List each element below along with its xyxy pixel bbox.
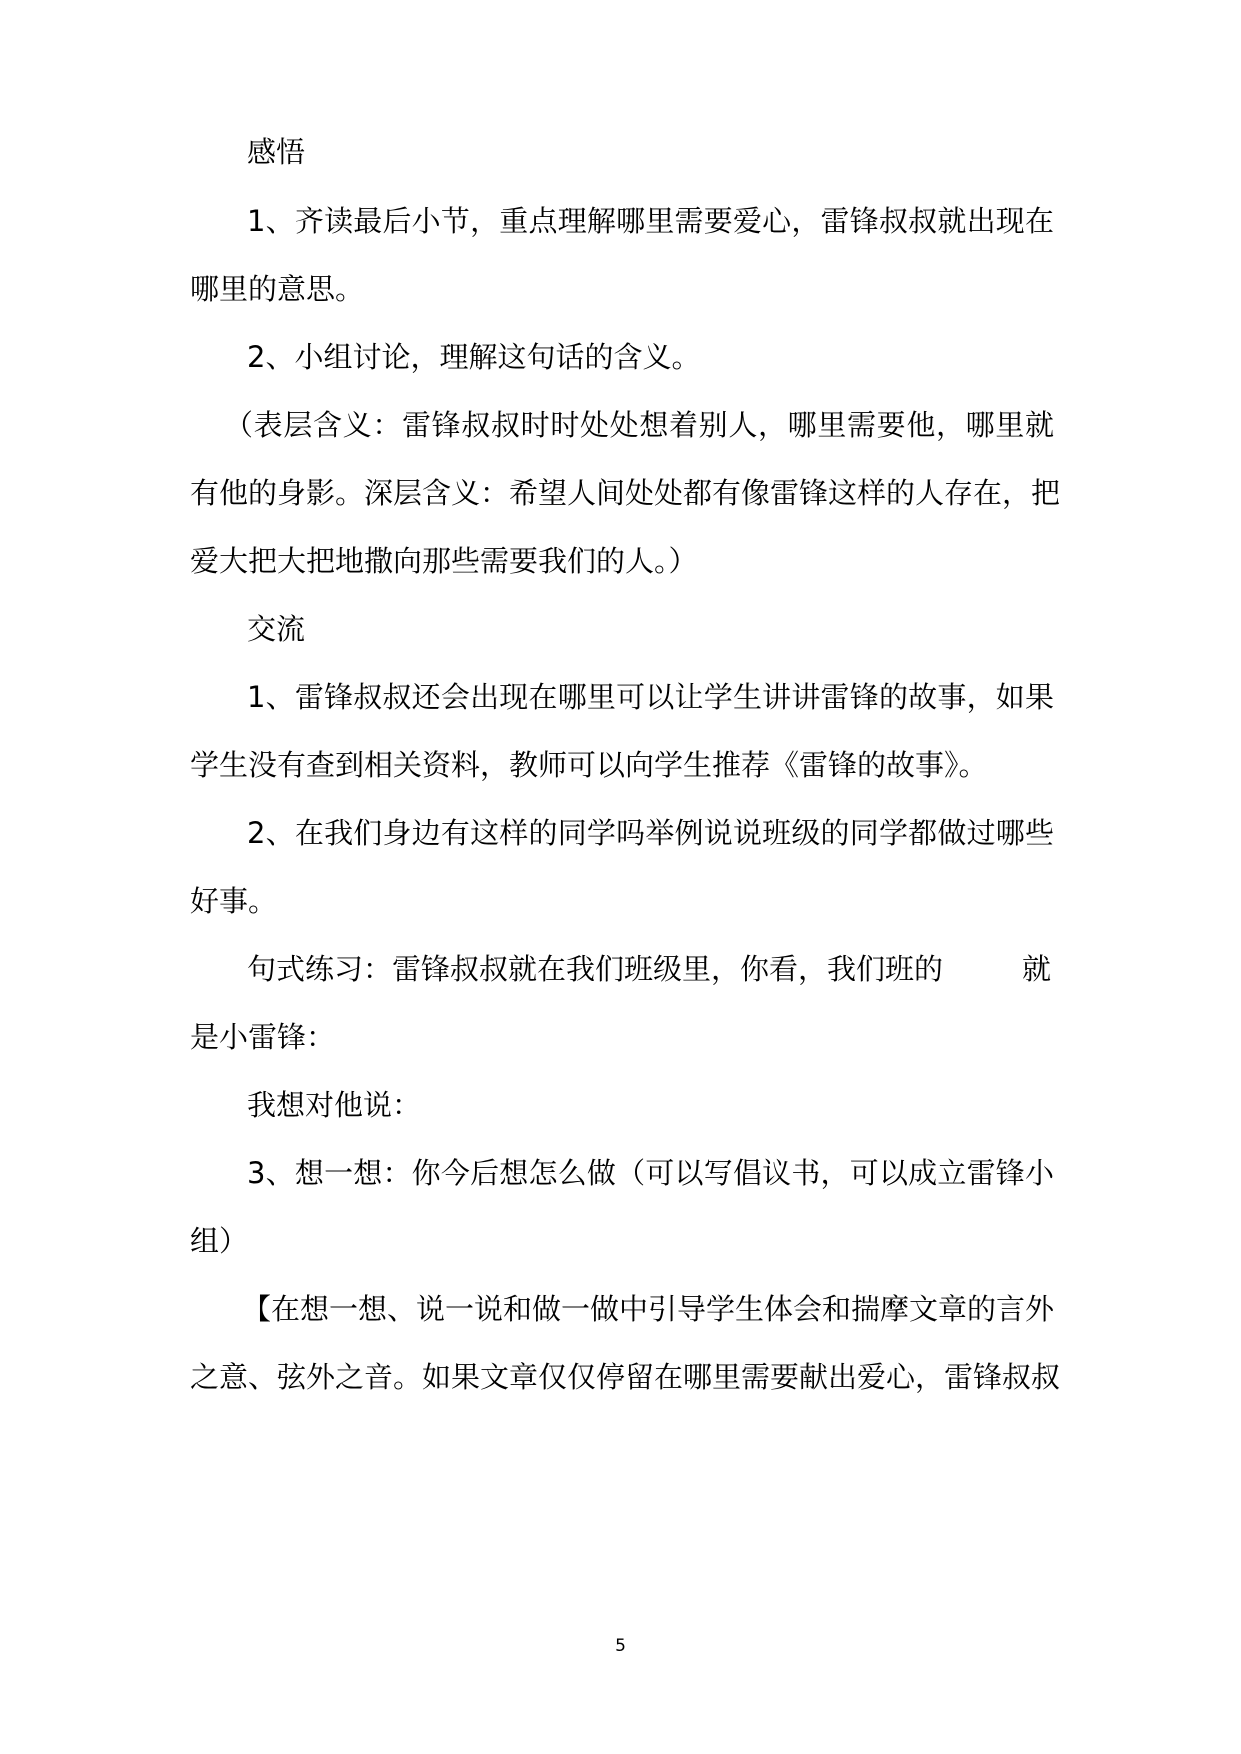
paragraph-line: 1、雷锋叔叔还会出现在哪里可以让学生讲讲雷锋的故事，如果 [247,680,1054,714]
page-number: 5 [615,1636,626,1656]
sentence-practice-line [247,951,943,987]
paragraph-line: 2、在我们身边有这样的同学吗举例说说班级的同学都做过哪些 [247,816,1054,850]
paragraph-line: 学生没有查到相关资料，教师可以向学生推荐《雷锋的故事》。 [190,748,988,782]
paragraph-line: 有他的身影。深层含义：希望人间处处都有像雷锋这样的人存在，把 [190,476,1061,510]
paragraph-line: 1、齐读最后小节，重点理解哪里需要爱心，雷锋叔叔就出现在 [247,204,1054,238]
paragraph-line: 2、小组讨论，理解这句话的含义。 [247,340,701,374]
paragraph-line: 好事。 [190,884,278,918]
paragraph-line: 爱大把大把地撒向那些需要我们的人。） [190,544,698,578]
paragraph-line: 3、想一想：你今后想怎么做（可以写倡议书，可以成立雷锋小 [247,1156,1054,1190]
paragraph-line: 之意、弦外之音。如果文章仅仅停留在哪里需要献出爱心，雷锋叔叔 [190,1360,1061,1394]
paragraph-line: 是小雷锋： [190,1020,336,1054]
paragraph-line: 组） [190,1224,249,1258]
heading-ganwu: 感悟 [247,135,306,169]
heading-jiaoliu: 交流 [247,612,306,646]
paragraph-line: 【在想一想、说一说和做一做中引导学生体会和揣摩文章的言外 [242,1292,1055,1326]
paragraph-line: 哪里的意思。 [190,272,365,306]
sentence-practice-tail: 就 [1022,952,1052,986]
sentence-practice-text: 句式练习：雷锋叔叔就在我们班级里，你看，我们班的 [247,952,944,986]
paragraph-line: 我想对他说： [247,1088,422,1122]
paragraph-line: （表层含义：雷锋叔叔时时处处想着别人，哪里需要他，哪里就 [224,408,1054,442]
